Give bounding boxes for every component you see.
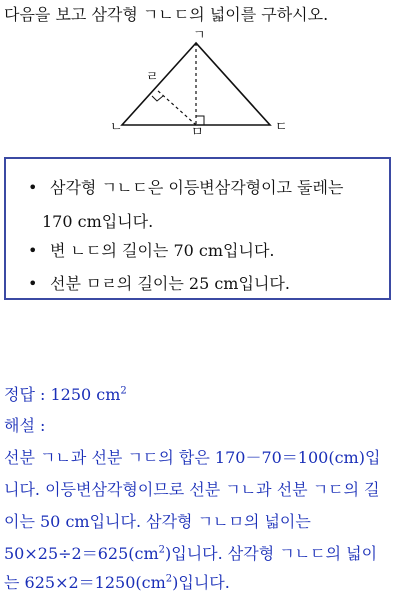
bullet-1: • bbox=[28, 178, 38, 197]
vertex-label-digeut: ㄷ bbox=[275, 120, 288, 135]
answer-value: 1250 cm bbox=[50, 385, 121, 404]
vertex-label-nieun: ㄴ bbox=[110, 120, 123, 135]
right-angle-mark-base bbox=[196, 116, 204, 125]
explanation-line-5 bbox=[4, 572, 400, 594]
bullet-2: • bbox=[28, 241, 38, 260]
question-text: 다음을 보고 삼각형 ㄱㄴㄷ의 넓이를 구하시오. bbox=[4, 5, 329, 24]
explanation-line-5-part-b: )입니다. bbox=[172, 573, 230, 592]
condition-box bbox=[4, 157, 391, 300]
bullet-3: • bbox=[28, 274, 38, 293]
explanation-line-4-exponent: 2 bbox=[158, 544, 166, 556]
condition-1-line-1: 삼각형 ㄱㄴㄷ은 이등변삼각형이고 둘레는 bbox=[50, 178, 344, 197]
condition-1-line-2: 170 cm입니다. bbox=[42, 212, 154, 231]
explanation-line-5-exponent: 2 bbox=[165, 573, 173, 585]
answer-exponent: 2 bbox=[120, 385, 127, 397]
answer-label: 정답 : bbox=[4, 385, 46, 404]
condition-2: 변 ㄴㄷ의 길이는 70 cm입니다. bbox=[50, 241, 275, 260]
answer-line bbox=[4, 384, 400, 406]
vertex-label-giyeok: ㄱ bbox=[193, 28, 206, 43]
explanation-line-4-part-b: )입니다. 삼각형 ㄱㄴㄷ의 넓이 bbox=[165, 544, 378, 563]
condition-3: 선분 ㅁㄹ의 길이는 25 cm입니다. bbox=[50, 274, 290, 293]
point-label-rieul: ㄹ bbox=[146, 70, 159, 85]
explanation-line-4-part-a: 50×25÷2＝625(cm bbox=[4, 544, 159, 563]
explanation-line-2: 니다. 이등변삼각형이므로 선분 ㄱㄴ과 선분 ㄱㄷ의 길 bbox=[4, 480, 380, 499]
explanation-line-5-part-a: 는 625×2＝1250(cm bbox=[4, 573, 166, 592]
explanation-line-3: 이는 50 cm입니다. 삼각형 ㄱㄴㅁ의 넓이는 bbox=[4, 512, 311, 531]
perpendicular-line bbox=[157, 90, 196, 125]
triangle-figure bbox=[100, 30, 300, 142]
condition-1 bbox=[42, 171, 380, 239]
right-angle-mark-side bbox=[152, 96, 163, 101]
explanation-line-4 bbox=[4, 543, 400, 565]
point-label-mieum: ㅁ bbox=[191, 125, 204, 140]
explanation-line-1: 선분 ㄱㄴ과 선분 ㄱㄷ의 합은 170－70＝100(cm)입 bbox=[4, 448, 381, 467]
explanation-label: 해설 : bbox=[4, 416, 46, 435]
